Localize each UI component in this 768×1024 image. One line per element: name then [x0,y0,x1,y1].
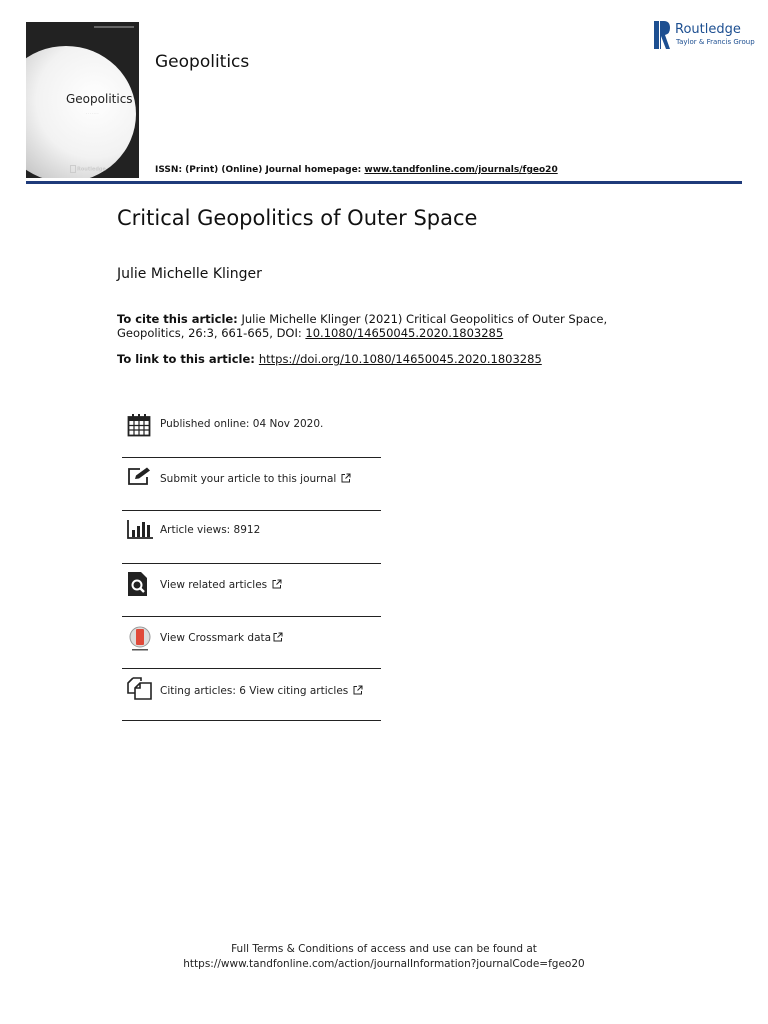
article-author: Julie Michelle Klinger [117,266,262,282]
footer-terms-url[interactable]: https://www.tandfonline.com/action/journalInformation?journalCode=fgeo20 [183,958,585,970]
row-divider [122,563,381,564]
article-views-text: Article views: 8912 [160,524,261,536]
crossmark-icon[interactable] [127,626,153,652]
header-divider [26,181,742,184]
journal-cover-image [26,22,139,178]
citation-block [117,312,677,340]
cover-globe-graphic [26,46,136,178]
cover-publisher: Routledge [70,165,106,173]
search-document-icon[interactable] [128,572,148,596]
footer-terms-text: Full Terms & Conditions of access and use can be found at [231,943,537,955]
journal-title: Geopolitics [155,52,250,72]
bar-chart-icon [127,519,153,539]
citing-articles-icon[interactable] [127,677,153,701]
calendar-icon [127,413,151,437]
row-divider [122,510,381,511]
cover-top-line [94,26,134,28]
external-link-icon [273,632,283,642]
article-link-line [117,352,542,366]
row-divider [122,668,381,669]
article-doi-link[interactable]: https://doi.org/10.1080/14650045.2020.1803285 [258,352,542,366]
submit-article-link[interactable]: Submit your article to this journal [160,473,351,485]
related-articles-link[interactable]: View related articles [160,579,282,591]
article-title: Critical Geopolitics of Outer Space [117,206,478,230]
issn-line [155,165,558,175]
cite-doi-link[interactable]: 10.1080/14650045.2020.1803285 [305,326,504,340]
citing-articles-link[interactable]: Citing articles: 6 View citing articles [160,685,363,697]
external-link-icon [341,473,351,483]
routledge-logo-icon[interactable] [654,21,670,49]
crossmark-link[interactable]: View Crossmark data [160,632,283,644]
external-link-icon [353,685,363,695]
cite-label: To cite this article: [117,312,238,326]
row-divider [122,616,381,617]
journal-homepage-link[interactable]: www.tandfonline.com/journals/fgeo20 [364,165,558,175]
cover-subtitle-line: · · · · · · · [86,111,99,115]
edit-icon[interactable] [127,466,153,486]
cite-text: Julie Michelle Klinger (2021) Critical Geopolitics of Outer Space, Geopolitics, 26:3, 661-665, DOI: [117,312,608,340]
row-divider [122,457,381,458]
issn-text: ISSN: (Print) (Online) Journal homepage: [155,165,365,175]
published-online-text: Published online: 04 Nov 2020. [160,418,324,430]
cover-title: Geopolitics [66,92,133,106]
publisher-name: Routledge [675,22,741,37]
routledge-mark-icon [70,165,76,173]
external-link-icon [272,579,282,589]
link-label: To link to this article: [117,352,259,366]
publisher-subtitle: Taylor & Francis Group [676,38,755,46]
row-divider [122,720,381,721]
